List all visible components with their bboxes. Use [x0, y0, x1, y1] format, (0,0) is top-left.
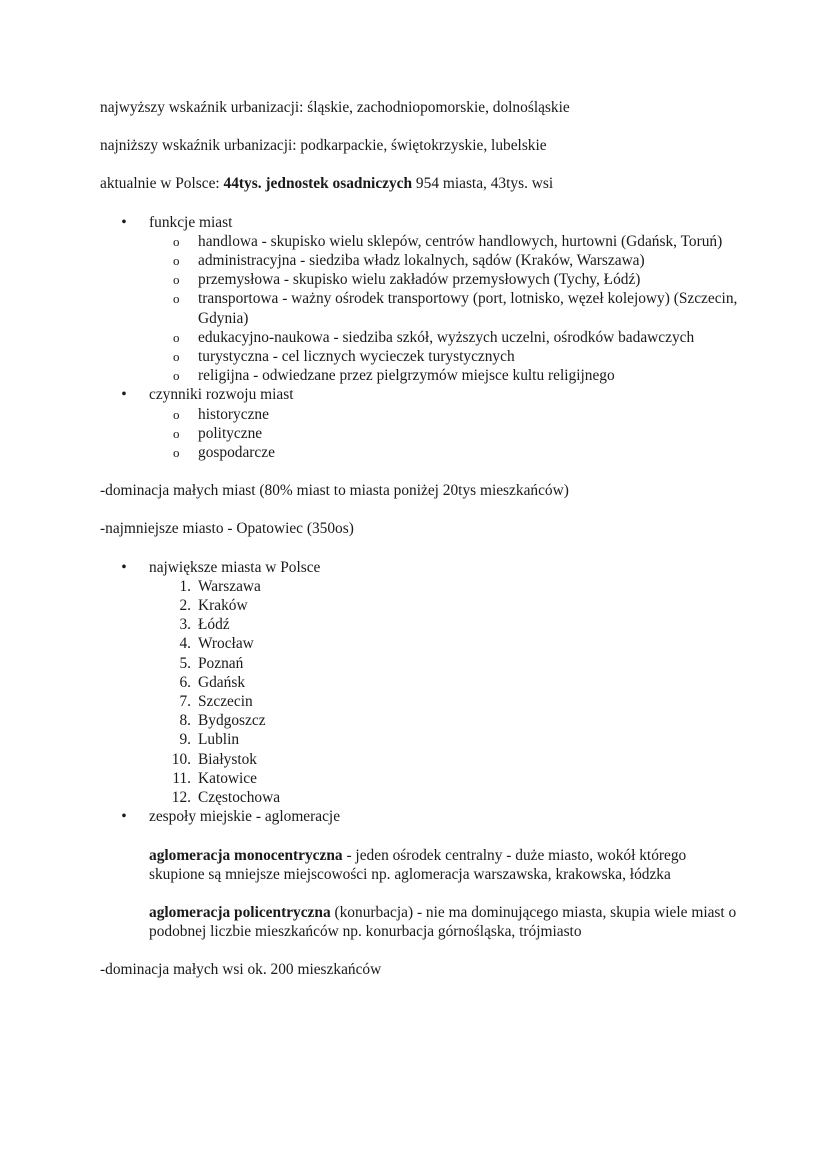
city-label: Gdańsk: [198, 673, 246, 691]
city-label: Poznań: [198, 654, 244, 672]
list-item: [149, 366, 740, 385]
settlement-bold: 44tys. jednostek osadniczych: [223, 175, 413, 193]
agglomerations-title: zespoły miejskie - aglomeracje: [149, 808, 341, 826]
monocentric-term: aglomeracja monocentryczna: [149, 846, 343, 864]
functions-list: [149, 232, 740, 386]
smallest-city: -najmniejsze miasto - Opatowiec (350os): [100, 520, 354, 538]
circle-bullet-icon: o: [173, 368, 180, 384]
bullet-functions: [100, 213, 740, 386]
list-item: 1. Warszawa: [179, 577, 261, 595]
small-villages-dominance: -dominacja małych wsi ok. 200 mieszkańców: [100, 961, 382, 979]
bullet-icon: •: [121, 558, 127, 576]
urbanization-lowest: najniższy wskaźnik urbanizacji: podkarpackie, świętokrzyskie, lubelskie: [100, 137, 547, 155]
function-item-label: transportowa - ważny ośrodek transportowy (port, lotnisko, węzeł kolejowy) (Szczecin, Gdynia): [198, 290, 738, 327]
bullet-list-2: [100, 558, 740, 827]
circle-bullet-icon: o: [173, 349, 180, 365]
list-item: 4. Wrocław: [179, 635, 254, 653]
factor-item-label: polityczne: [198, 424, 263, 442]
city-label: Częstochowa: [198, 789, 281, 807]
factors-list: [149, 405, 740, 463]
list-item: [149, 328, 740, 347]
bullet-icon: •: [121, 386, 127, 404]
list-item: 8. Bydgoszcz: [179, 712, 266, 730]
largest-title: największe miasta w Polsce: [149, 558, 321, 576]
settlement-counts: [100, 174, 740, 193]
monocentric-agglomeration: [100, 846, 740, 884]
circle-bullet-icon: o: [173, 233, 180, 249]
document-page: [100, 98, 740, 980]
settlement-prefix: aktualnie w Polsce:: [100, 175, 224, 193]
factor-item-label: gospodarcze: [198, 444, 275, 462]
list-item: [149, 232, 740, 251]
function-item-label: przemysłowa - skupisko wielu zakładów przemysłowych (Tychy, Łódź): [198, 271, 641, 289]
list-item: 2. Kraków: [179, 597, 248, 615]
polycentric-definition: (konurbacja) - nie ma dominującego miasta, skupia wiele miast o podobnej liczbie mieszkańców np. konurbacja górnośląska, trójmiasto: [149, 903, 737, 941]
city-label: Wrocław: [198, 635, 254, 653]
city-label: Warszawa: [198, 577, 261, 595]
list-item: [149, 347, 740, 366]
function-item-label: administracyjna - siedziba władz lokalnych, sądów (Kraków, Warszawa): [198, 252, 645, 270]
city-label: Kraków: [198, 597, 248, 615]
circle-bullet-icon: o: [173, 253, 180, 269]
list-item: 10. Białystok: [171, 750, 257, 768]
city-label: Szczecin: [198, 693, 253, 711]
list-item: 7. Szczecin: [179, 693, 253, 711]
monocentric-definition: - jeden ośrodek centralny - duże miasto, wokół którego skupione są mniejsze miejscowości np. aglomeracja warszawska, krakowska, łódzka: [149, 846, 687, 883]
polycentric-term: aglomeracja policentryczna: [149, 903, 331, 921]
small-cities-dominance: -dominacja małych miast (80% miast to miasta poniżej 20tys mieszkańców): [100, 482, 569, 500]
list-item: 3. Łódź: [179, 616, 230, 634]
list-item: 9. Lublin: [179, 731, 240, 749]
factor-item-label: historyczne: [198, 405, 269, 423]
urbanization-highest: najwyższy wskaźnik urbanizacji: śląskie, zachodniopomorskie, dolnośląskie: [100, 99, 570, 116]
bullet-agglomerations: [100, 807, 740, 826]
bullet-icon: •: [121, 213, 127, 231]
city-label: Bydgoszcz: [198, 712, 266, 730]
list-item: [149, 405, 740, 424]
circle-bullet-icon: o: [173, 425, 180, 441]
city-label: Lublin: [198, 731, 240, 749]
largest-cities-list: [149, 577, 740, 807]
bullet-largest: [100, 558, 740, 808]
list-item: [149, 424, 740, 443]
circle-bullet-icon: o: [173, 272, 180, 288]
city-label: Białystok: [198, 750, 257, 768]
list-item: 5. Poznań: [179, 654, 244, 672]
list-item: 6. Gdańsk: [179, 673, 246, 691]
function-item-label: religijna - odwiedzane przez pielgrzymów miejsce kultu religijnego: [198, 367, 615, 385]
city-label: Katowice: [198, 769, 257, 787]
bullet-factors: [100, 385, 740, 462]
bullet-icon: •: [121, 808, 127, 826]
list-item: [149, 289, 740, 327]
polycentric-agglomeration: [100, 903, 740, 941]
list-item: [149, 270, 740, 289]
factors-title: czynniki rozwoju miast: [149, 386, 294, 404]
circle-bullet-icon: o: [173, 406, 180, 422]
city-label: Łódź: [198, 616, 230, 634]
bullet-list-1: [100, 213, 740, 463]
settlement-suffix: 954 miasta, 43tys. wsi: [412, 175, 554, 193]
functions-title: funkcje miast: [149, 213, 233, 231]
function-item-label: handlowa - skupisko wielu sklepów, centrów handlowych, hurtowni (Gdańsk, Toruń): [198, 232, 723, 250]
list-item: [149, 251, 740, 270]
function-item-label: turystyczna - cel licznych wycieczek turystycznych: [198, 348, 515, 366]
circle-bullet-icon: o: [173, 329, 180, 345]
circle-bullet-icon: o: [173, 445, 180, 461]
list-item: [149, 443, 740, 462]
list-item: 11. Katowice: [172, 769, 257, 787]
function-item-label: edukacyjno-naukowa - siedziba szkół, wyższych uczelni, ośrodków badawczych: [198, 328, 695, 346]
list-item: 12. Częstochowa: [171, 789, 281, 807]
circle-bullet-icon: o: [173, 291, 180, 307]
